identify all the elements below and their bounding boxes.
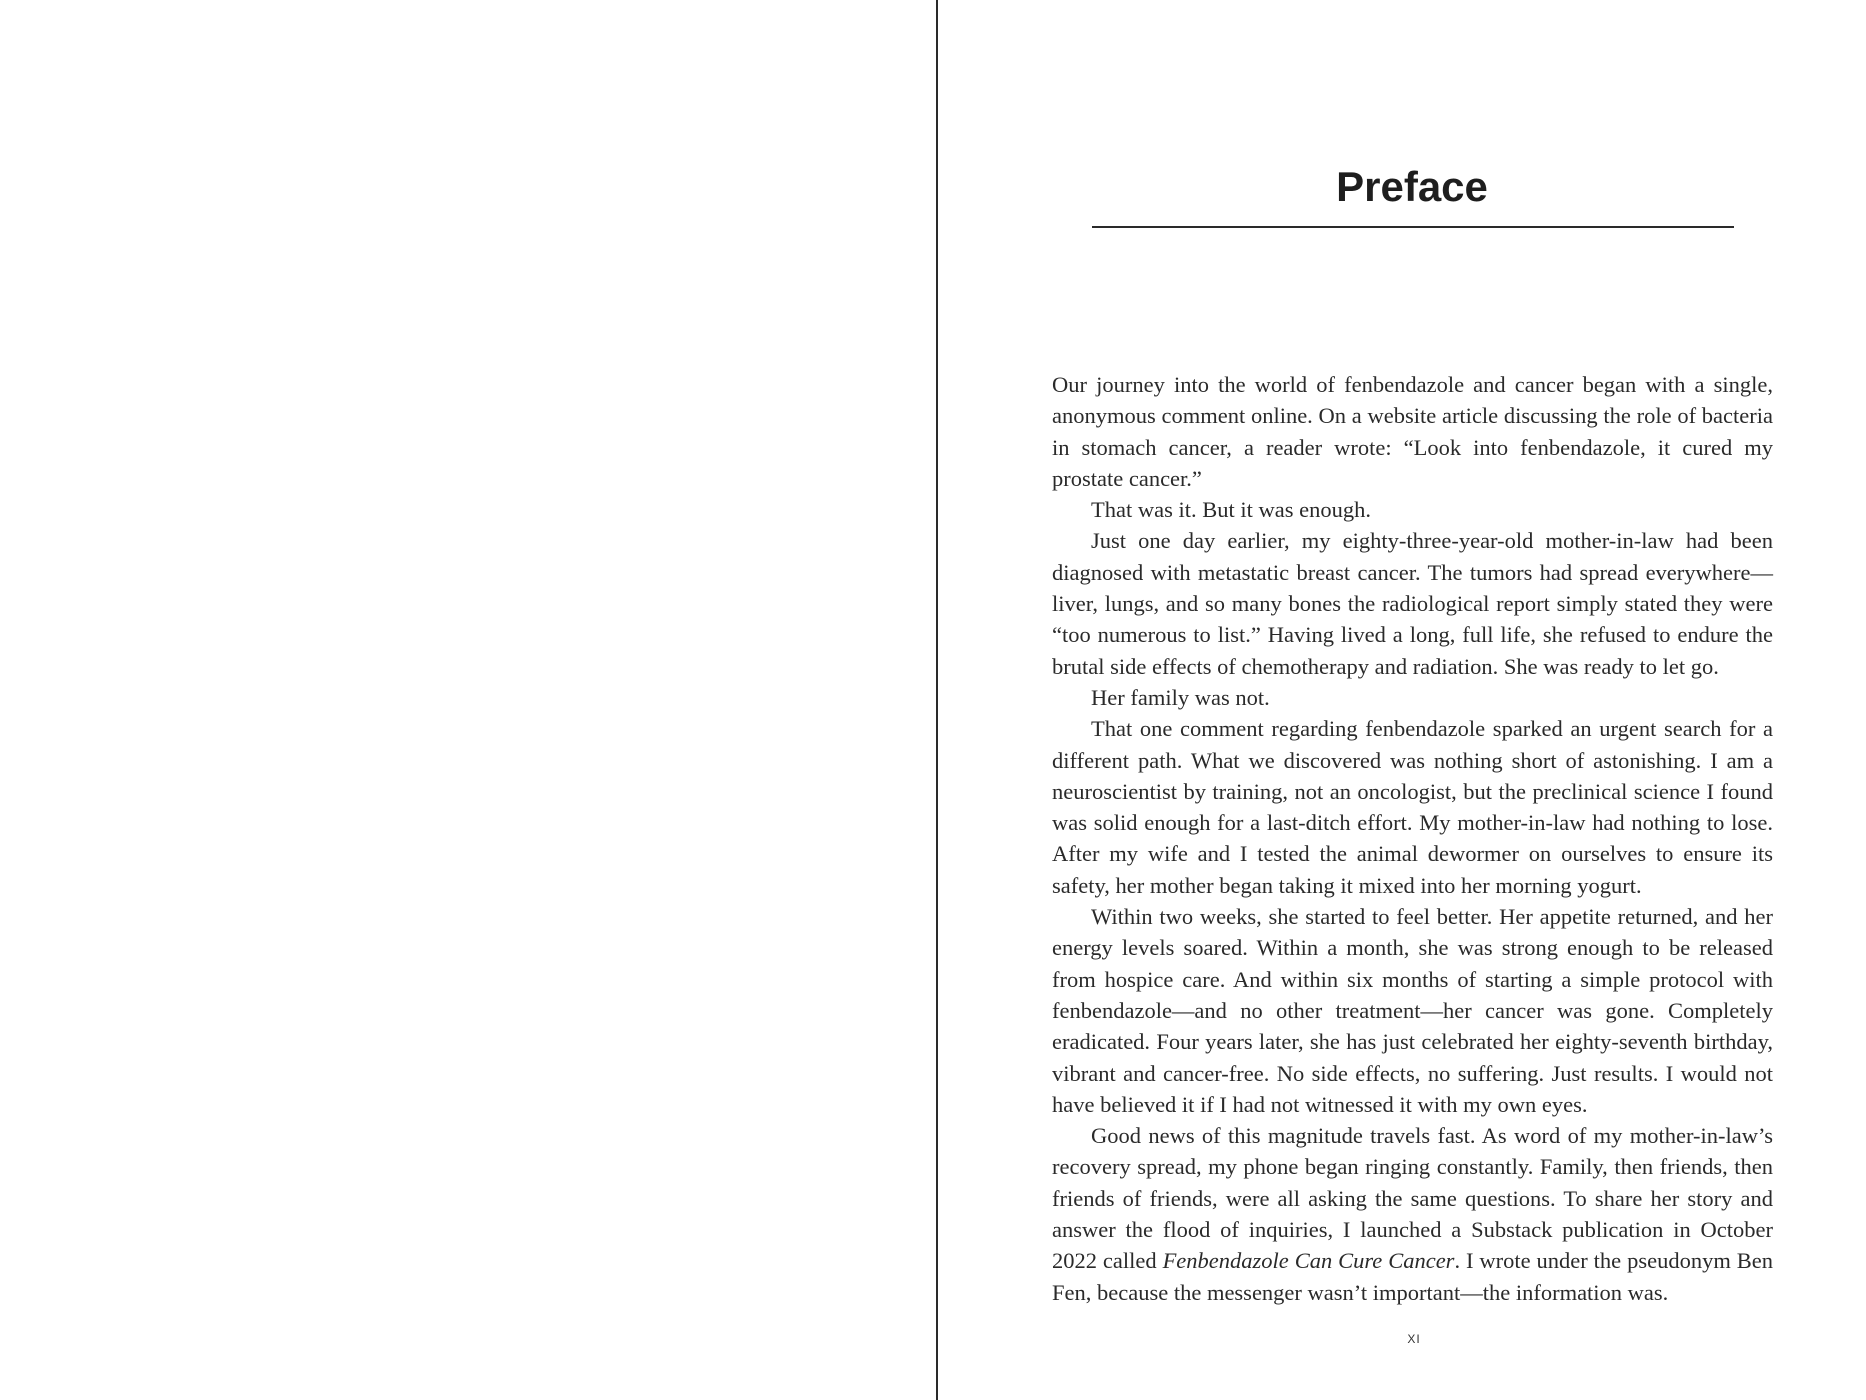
paragraph-7-text-before: Good news of this magnitude travels fast. As word of my mother-in-law’s recovery spread, my phone began ringing constantly. Family, then friends, then friends of friends, were all asking the same questions. To share her story and answer the flood of inquiries, I launched a Substack publication in October 2022 called	[1052, 1123, 1773, 1274]
paragraph-4: Her family was not.	[1091, 684, 1270, 710]
title-underline-rule	[1092, 226, 1734, 228]
paragraph-6: Within two weeks, she started to feel better. Her appetite returned, and her energy levels soared. Within a month, she was strong enough to be released from hospice care. And within six months of starting a simple protocol with fenbendazole—and no other treatment—her cancer was gone. Completely eradicated. Four years later, she has just celebrated her eighty-seventh birthday, vibrant and cancer-free. No side effects, no suffering. Just results. I would not have believed it if I had not witnessed it with my own eyes.	[1052, 904, 1773, 1117]
publication-title: Fenbendazole Can Cure Cancer	[1162, 1248, 1455, 1274]
chapter-title: Preface	[1336, 163, 1488, 210]
right-page	[938, 0, 1866, 1400]
paragraph-3: Just one day earlier, my eighty-three-year-old mother-in-law had been diagnosed with metastatic breast cancer. The tumors had spread everywhere—liver, lungs, and so many bones the radiological report simply stated they were “too numerous to list.” Having lived a long, full life, she refused to endure the brutal side effects of chemotherapy and radiation. She was ready to let go.	[1052, 528, 1773, 679]
paragraph-7	[1052, 1120, 1773, 1308]
paragraph-1: Our journey into the world of fenbendazole and cancer began with a single, anonymous comment online. On a website article discussing the role of bacteria in stomach cancer, a reader wrote: “Look into fenbendazole, it cured my prostate cancer.”	[1052, 372, 1773, 491]
body-text	[1052, 369, 1773, 1308]
paragraph-5: That one comment regarding fenbendazole sparked an urgent search for a different path. What we discovered was nothing short of astonishing. I am a neuroscientist by training, not an oncologist, but the preclinical science I found was solid enough for a last-ditch effort. My mother-in-law had nothing to lose. After my wife and I tested the animal dewormer on ourselves to ensure its safety, her mother began taking it mixed into her morning yogurt.	[1052, 716, 1773, 898]
paragraph-2: That was it. But it was enough.	[1091, 497, 1371, 523]
paragraph-7-text-after: . I wrote under the pseudonym Ben Fen, because the messenger wasn’t important—the information was.	[1052, 1248, 1773, 1305]
page-number: XI	[1407, 1332, 1421, 1346]
